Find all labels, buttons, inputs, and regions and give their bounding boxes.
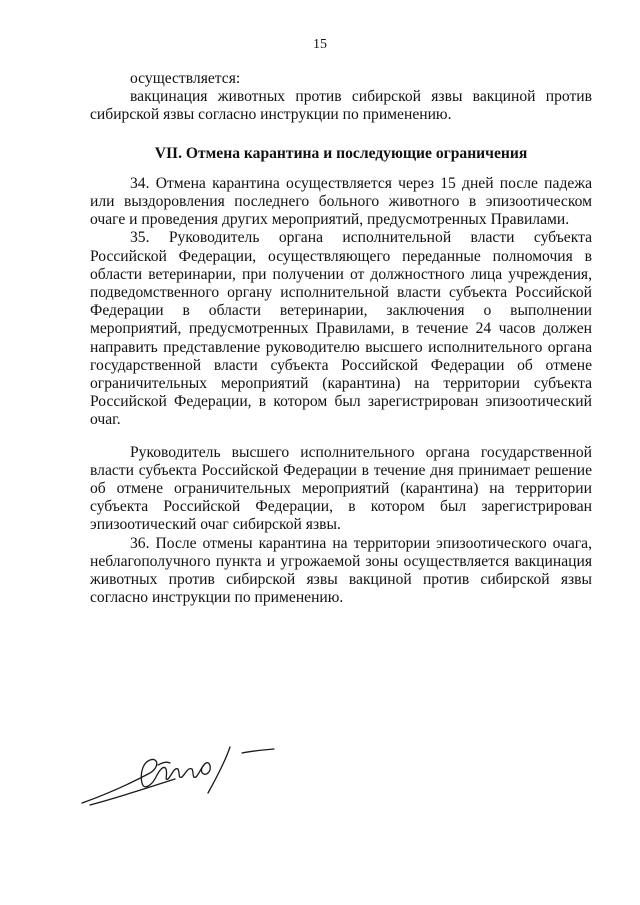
paragraph-35-continued: Руководитель высшего исполнительного органа государственной власти субъекта Российской Федерации в течение дня принимает решение об отмене ограничительных мероприятий (карантина) на территории субъекта Российской Федерации, в котором был зарегистрирован эпизоотический очаг сибирской язвы. <box>90 443 592 534</box>
signature-icon <box>80 735 300 815</box>
paragraph-36: 36. После отмены карантина на территории эпизоотического очага, неблагополучного пункта и угрожаемой зоны осуществляется вакцинация животных против сибирской язвы вакциной против сибирской язвы согласно инструкции по применению. <box>90 534 592 607</box>
page-number: 15 <box>313 37 327 52</box>
section-heading: VII. Отмена карантина и последующие ограничения <box>154 144 528 162</box>
paragraph-35: 35. Руководитель органа исполнительной власти субъекта Российской Федерации, осуществляющего переданные полномочия в области ветеринарии, при получении от должностного лица учреждения, подведомственного органу исполнительной власти субъекта Российской Федерации в области ветеринарии, заключения о выполнении мероприятий, предусмотренных Правилами, в течение 24 часов должен направить представление руководителю высшего исполнительного органа государственной власти субъекта Российской Федерации об отмене ограничительных мероприятий (карантина) на территории субъекта Российской Федерации, в котором был зарегистрирован эпизоотический очаг. <box>90 229 592 429</box>
intro-line-2: вакцинация животных против сибирской язвы вакциной против сибирской язвы согласно инструкции по применению. <box>90 88 592 124</box>
paragraph-34: 34. Отмена карантина осуществляется через 15 дней после падежа или выздоровления последнего больного животного в эпизоотическом очаге и проведения других мероприятий, предусмотренных Правилами. <box>90 174 592 229</box>
intro-line-1: осуществляется: <box>130 70 241 87</box>
document-body <box>90 70 592 607</box>
